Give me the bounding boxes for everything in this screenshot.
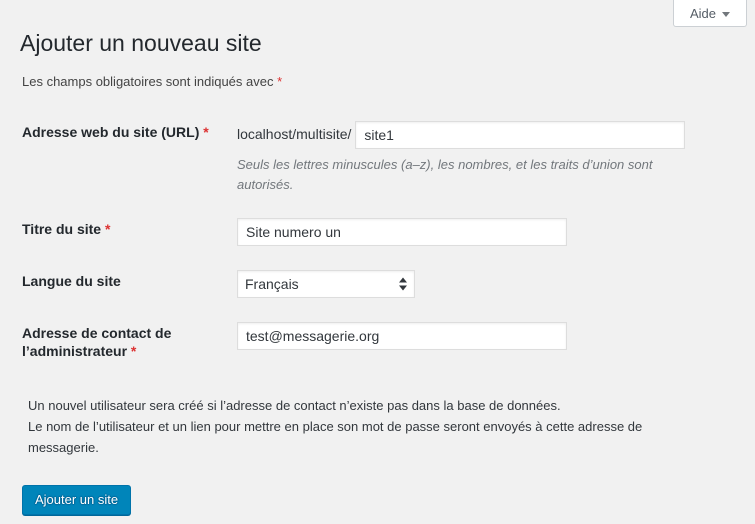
admin-email-label	[22, 310, 237, 374]
submit-area	[22, 485, 735, 515]
site-language-select-wrapper	[237, 270, 415, 298]
page-title: Ajouter un nouveau site	[20, 30, 262, 56]
site-title-label	[22, 206, 237, 258]
site-url-description: Seuls les lettres minuscules (a–z), les nombres, et les traits d’union sont autorisés.	[237, 157, 653, 192]
admin-email-required-marker: *	[130, 343, 137, 360]
chevron-down-icon	[722, 12, 730, 17]
site-title-input[interactable]	[237, 218, 567, 246]
admin-email-input[interactable]	[237, 322, 567, 350]
site-title-label-text: Titre du site	[22, 221, 102, 237]
required-fields-note-text: Les champs obligatoires sont indiqués avec	[22, 74, 274, 89]
site-url-input-group	[237, 121, 717, 149]
site-language-cell	[237, 258, 727, 310]
admin-email-cell	[237, 310, 727, 374]
admin-email-label-line2: l’administrateur	[22, 343, 128, 360]
form-row-site-language	[22, 258, 727, 310]
site-title-cell	[237, 206, 727, 258]
site-url-input[interactable]	[355, 121, 685, 149]
admin-email-label-line1: Adresse de contact de	[22, 325, 172, 341]
new-user-notice-line1: Un nouvel utilisateur sera créé si l’adresse de contact n’existe pas dans la base de données.	[28, 398, 561, 414]
help-tab-container	[673, 0, 747, 27]
required-marker: *	[277, 74, 283, 89]
help-tab-button[interactable]	[673, 0, 747, 27]
add-site-button[interactable]: Ajouter un site	[22, 485, 131, 515]
site-url-label-text: Adresse web du site (URL)	[22, 124, 200, 140]
form-row-site-title	[22, 206, 727, 258]
site-language-label	[22, 258, 237, 310]
site-url-label	[22, 109, 237, 206]
help-tab-label: Aide	[689, 5, 717, 21]
site-language-select[interactable]	[237, 270, 415, 298]
site-url-required-marker: *	[203, 124, 209, 140]
form-row-admin-email	[22, 310, 727, 374]
site-title-required-marker: *	[104, 221, 111, 237]
site-language-label-text: Langue du site	[22, 273, 121, 289]
site-url-cell	[237, 109, 727, 206]
new-user-notice	[28, 396, 688, 458]
form-row-site-url	[22, 109, 727, 206]
required-fields-note	[22, 74, 735, 89]
new-user-notice-line2: Le nom de l’utilisateur et un lien pour mettre en place son mot de passe seront envoyés à cette adresse de messagerie.	[28, 419, 643, 455]
site-url-prefix: localhost/multisite/	[237, 126, 352, 143]
new-site-form-table	[22, 109, 727, 374]
